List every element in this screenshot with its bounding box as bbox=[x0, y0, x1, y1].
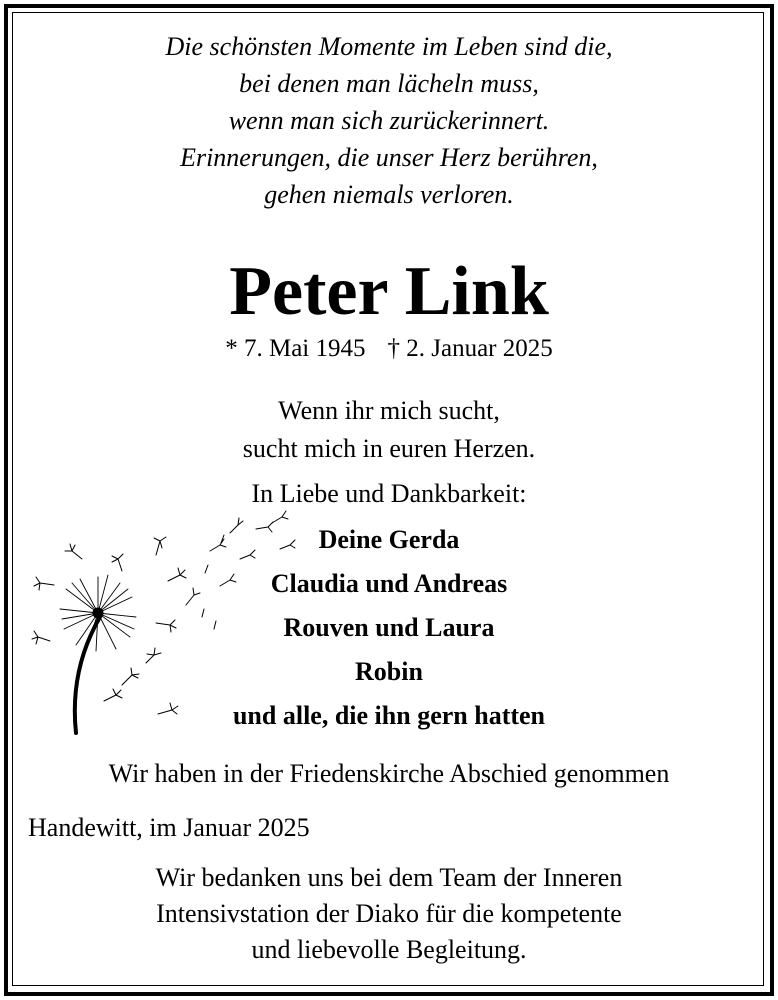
place-date: Handewitt, im Januar 2025 bbox=[28, 813, 310, 842]
quote-line: sucht mich in euren Herzen. bbox=[242, 434, 536, 463]
quote bbox=[0, 392, 778, 468]
poem-line: gehen niemals verloren. bbox=[264, 180, 514, 209]
poem-line: Erinnerungen, die unser Herz berühren, bbox=[180, 143, 598, 172]
life-dates bbox=[0, 332, 778, 366]
poem-line: bei denen man lächeln muss, bbox=[239, 69, 539, 98]
birth-date: * 7. Mai 1945 bbox=[225, 335, 366, 362]
farewell-note: Wir haben in der Friedenskirche Abschied genommen bbox=[108, 759, 670, 788]
deceased-name: Peter Link bbox=[229, 253, 549, 330]
gratitude-note bbox=[0, 860, 778, 968]
mourner: Claudia und Andreas bbox=[270, 569, 508, 598]
thanks-intro: In Liebe und Dankbarkeit: bbox=[251, 479, 527, 508]
mourner: und alle, die ihn gern hatten bbox=[232, 701, 546, 730]
gratitude-line: Wir bedanken uns bei dem Team der Inneren bbox=[155, 863, 623, 892]
mourner: Deine Gerda bbox=[318, 525, 460, 554]
mourners-list bbox=[0, 518, 778, 738]
gratitude-line: und liebevolle Begleitung. bbox=[251, 935, 527, 964]
mourner: Rouven und Laura bbox=[283, 613, 495, 642]
quote-line: Wenn ihr mich sucht, bbox=[278, 396, 500, 425]
poem-line: wenn man sich zurückerinnert. bbox=[228, 106, 550, 135]
mourner: Robin bbox=[355, 657, 423, 686]
gratitude-line: Intensivstation der Diako für die kompetente bbox=[156, 899, 622, 928]
poem-line: Die schönsten Momente im Leben sind die, bbox=[165, 32, 613, 61]
poem bbox=[0, 28, 778, 213]
death-date: † 2. Januar 2025 bbox=[387, 335, 553, 362]
